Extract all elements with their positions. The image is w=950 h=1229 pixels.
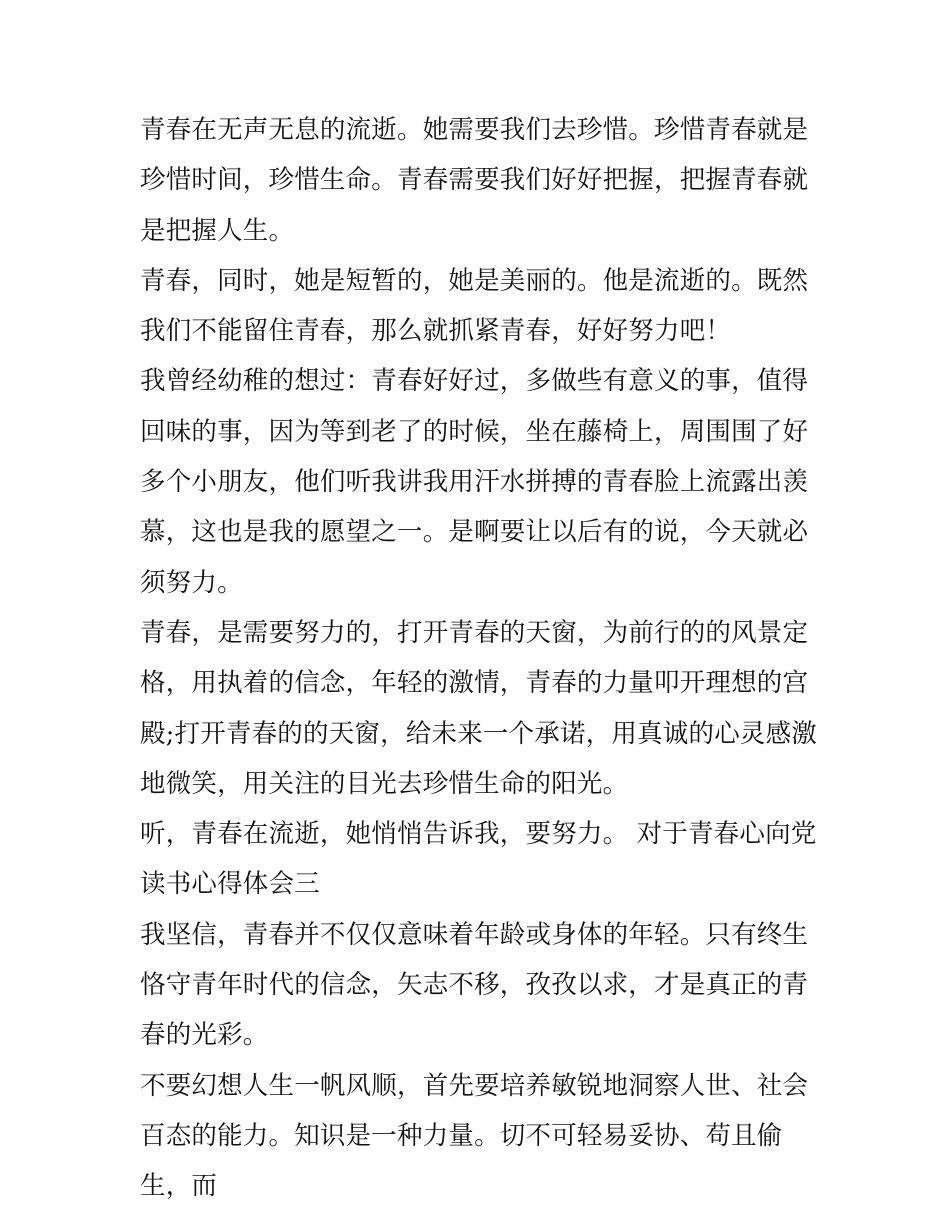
paragraph-4: 青春，是需要努力的，打开青春的天窗，为前行的的风景定格，用执着的信念，年轻的激情，青春的力量叩开理想的宫殿;打开青春的的天窗，给未来一个承诺，用真诚的心灵感激地微笑，用关注的目光去珍惜生命的阳光。	[140, 617, 817, 799]
document-body	[140, 105, 820, 1212]
section-heading: 读书心得体会三	[140, 869, 320, 900]
paragraph-6: 我坚信，青春并不仅仅意味着年龄或身体的年轻。只有终生恪守青年时代的信念，矢志不移，孜孜以求，才是真正的青春的光彩。	[140, 919, 809, 1051]
paragraph-2: 青春，同时，她是短暂的，她是美丽的。他是流逝的。既然我们不能留住青春，那么就抓紧青春，好好努力吧！	[140, 265, 809, 347]
paragraph-7: 不要幻想人生一帆风顺，首先要培养敏锐地洞察人世、社会百态的能力。知识是一种力量。切不可轻易妥协、苟且偷生，而	[140, 1070, 809, 1202]
paragraph-1: 青春在无声无息的流逝。她需要我们去珍惜。珍惜青春就是珍惜时间，珍惜生命。青春需要我们好好把握，把握青春就是把握人生。	[140, 115, 809, 246]
paragraph-5: 听，青春在流逝，她悄悄告诉我，要努力。 对于青春心向党	[140, 819, 817, 850]
paragraph-3: 我曾经幼稚的想过：青春好好过，多做些有意义的事，值得回味的事，因为等到老了的时候，坐在藤椅上，周围围了好多个小朋友，他们听我讲我用汗水拼搏的青春脸上流露出羡慕，这也是我的愿望之一。是啊要让以后有的说，今天就必须努力。	[140, 366, 809, 598]
